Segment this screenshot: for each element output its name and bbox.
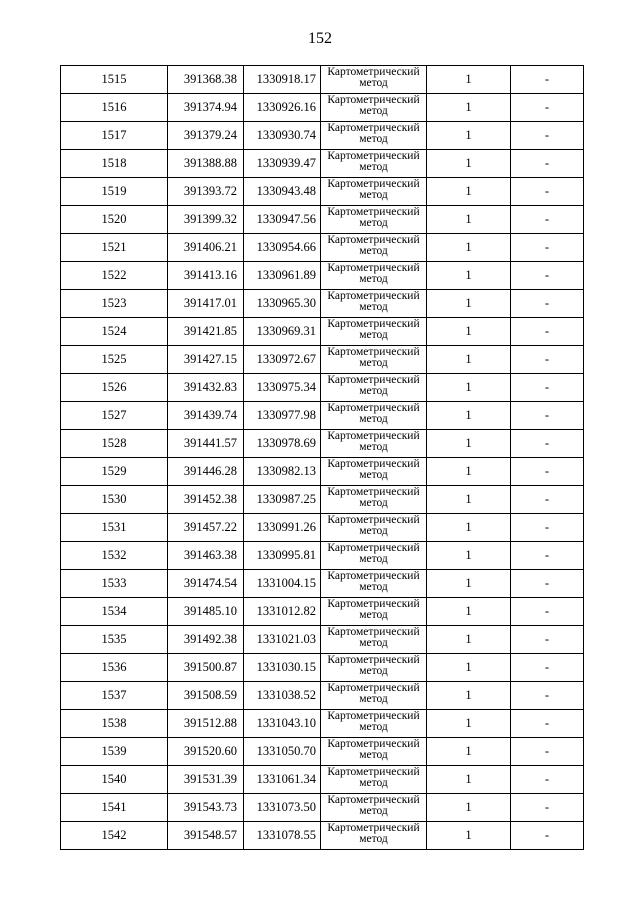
method-cell: Картометрический метод	[321, 262, 427, 290]
x-coordinate-cell: 391427.15	[168, 346, 244, 374]
table-row	[61, 178, 584, 206]
precision-cell: 1	[427, 598, 511, 626]
page-number: 152	[308, 30, 332, 47]
point-number-cell: 1517	[61, 122, 168, 150]
point-number-cell: 1537	[61, 682, 168, 710]
note-cell: -	[511, 206, 584, 234]
table-row	[61, 150, 584, 178]
y-coordinate-cell: 1331043.10	[244, 710, 321, 738]
note-cell: -	[511, 682, 584, 710]
precision-cell: 1	[427, 262, 511, 290]
note-cell: -	[511, 346, 584, 374]
note-cell: -	[511, 486, 584, 514]
x-coordinate-cell: 391548.57	[168, 822, 244, 850]
method-cell: Картометрический метод	[321, 402, 427, 430]
point-number-cell: 1522	[61, 262, 168, 290]
note-cell: -	[511, 654, 584, 682]
y-coordinate-cell: 1330918.17	[244, 66, 321, 94]
note-cell: -	[511, 822, 584, 850]
y-coordinate-cell: 1330991.26	[244, 514, 321, 542]
note-cell: -	[511, 66, 584, 94]
method-cell: Картометрический метод	[321, 738, 427, 766]
method-cell: Картометрический метод	[321, 570, 427, 598]
y-coordinate-cell: 1330995.81	[244, 542, 321, 570]
x-coordinate-cell: 391500.87	[168, 654, 244, 682]
note-cell: -	[511, 738, 584, 766]
note-cell: -	[511, 458, 584, 486]
table-row	[61, 514, 584, 542]
x-coordinate-cell: 391413.16	[168, 262, 244, 290]
precision-cell: 1	[427, 122, 511, 150]
point-number-cell: 1540	[61, 766, 168, 794]
table-row	[61, 598, 584, 626]
table-row	[61, 66, 584, 94]
point-number-cell: 1536	[61, 654, 168, 682]
x-coordinate-cell: 391417.01	[168, 290, 244, 318]
y-coordinate-cell: 1330939.47	[244, 150, 321, 178]
x-coordinate-cell: 391474.54	[168, 570, 244, 598]
table-row	[61, 346, 584, 374]
x-coordinate-cell: 391406.21	[168, 234, 244, 262]
x-coordinate-cell: 391388.88	[168, 150, 244, 178]
point-number-cell: 1523	[61, 290, 168, 318]
x-coordinate-cell: 391439.74	[168, 402, 244, 430]
precision-cell: 1	[427, 318, 511, 346]
table-row	[61, 206, 584, 234]
y-coordinate-cell: 1330975.34	[244, 374, 321, 402]
note-cell: -	[511, 94, 584, 122]
method-cell: Картометрический метод	[321, 66, 427, 94]
y-coordinate-cell: 1331061.34	[244, 766, 321, 794]
precision-cell: 1	[427, 570, 511, 598]
x-coordinate-cell: 391485.10	[168, 598, 244, 626]
table-row	[61, 374, 584, 402]
point-number-cell: 1533	[61, 570, 168, 598]
note-cell: -	[511, 766, 584, 794]
note-cell: -	[511, 570, 584, 598]
point-number-cell: 1516	[61, 94, 168, 122]
table-row	[61, 122, 584, 150]
method-cell: Картометрический метод	[321, 682, 427, 710]
method-cell: Картометрический метод	[321, 514, 427, 542]
y-coordinate-cell: 1331078.55	[244, 822, 321, 850]
precision-cell: 1	[427, 822, 511, 850]
precision-cell: 1	[427, 654, 511, 682]
table-row	[61, 626, 584, 654]
y-coordinate-cell: 1330977.98	[244, 402, 321, 430]
note-cell: -	[511, 262, 584, 290]
note-cell: -	[511, 514, 584, 542]
table-row	[61, 430, 584, 458]
note-cell: -	[511, 122, 584, 150]
method-cell: Картометрический метод	[321, 486, 427, 514]
precision-cell: 1	[427, 430, 511, 458]
y-coordinate-cell: 1331038.52	[244, 682, 321, 710]
table-row	[61, 94, 584, 122]
x-coordinate-cell: 391508.59	[168, 682, 244, 710]
precision-cell: 1	[427, 290, 511, 318]
x-coordinate-cell: 391421.85	[168, 318, 244, 346]
method-cell: Картометрический метод	[321, 346, 427, 374]
x-coordinate-cell: 391393.72	[168, 178, 244, 206]
note-cell: -	[511, 626, 584, 654]
precision-cell: 1	[427, 486, 511, 514]
y-coordinate-cell: 1330965.30	[244, 290, 321, 318]
precision-cell: 1	[427, 94, 511, 122]
precision-cell: 1	[427, 794, 511, 822]
method-cell: Картометрический метод	[321, 822, 427, 850]
note-cell: -	[511, 234, 584, 262]
point-number-cell: 1528	[61, 430, 168, 458]
method-cell: Картометрический метод	[321, 654, 427, 682]
coordinates-table-body	[61, 66, 584, 850]
point-number-cell: 1521	[61, 234, 168, 262]
method-cell: Картометрический метод	[321, 458, 427, 486]
y-coordinate-cell: 1330961.89	[244, 262, 321, 290]
method-cell: Картометрический метод	[321, 206, 427, 234]
y-coordinate-cell: 1331004.15	[244, 570, 321, 598]
method-cell: Картометрический метод	[321, 710, 427, 738]
note-cell: -	[511, 430, 584, 458]
y-coordinate-cell: 1330954.66	[244, 234, 321, 262]
note-cell: -	[511, 290, 584, 318]
y-coordinate-cell: 1331012.82	[244, 598, 321, 626]
method-cell: Картометрический метод	[321, 794, 427, 822]
note-cell: -	[511, 794, 584, 822]
precision-cell: 1	[427, 234, 511, 262]
note-cell: -	[511, 542, 584, 570]
precision-cell: 1	[427, 206, 511, 234]
point-number-cell: 1539	[61, 738, 168, 766]
precision-cell: 1	[427, 402, 511, 430]
precision-cell: 1	[427, 682, 511, 710]
point-number-cell: 1542	[61, 822, 168, 850]
table-row	[61, 822, 584, 850]
precision-cell: 1	[427, 178, 511, 206]
table-row	[61, 542, 584, 570]
method-cell: Картометрический метод	[321, 374, 427, 402]
point-number-cell: 1519	[61, 178, 168, 206]
table-row	[61, 402, 584, 430]
method-cell: Картометрический метод	[321, 94, 427, 122]
method-cell: Картометрический метод	[321, 178, 427, 206]
point-number-cell: 1541	[61, 794, 168, 822]
table-row	[61, 318, 584, 346]
x-coordinate-cell: 391543.73	[168, 794, 244, 822]
y-coordinate-cell: 1330987.25	[244, 486, 321, 514]
y-coordinate-cell: 1330969.31	[244, 318, 321, 346]
method-cell: Картометрический метод	[321, 318, 427, 346]
precision-cell: 1	[427, 458, 511, 486]
table-row	[61, 710, 584, 738]
note-cell: -	[511, 150, 584, 178]
table-row	[61, 682, 584, 710]
x-coordinate-cell: 391441.57	[168, 430, 244, 458]
x-coordinate-cell: 391446.28	[168, 458, 244, 486]
note-cell: -	[511, 710, 584, 738]
point-number-cell: 1534	[61, 598, 168, 626]
x-coordinate-cell: 391452.38	[168, 486, 244, 514]
point-number-cell: 1529	[61, 458, 168, 486]
y-coordinate-cell: 1330978.69	[244, 430, 321, 458]
method-cell: Картометрический метод	[321, 150, 427, 178]
point-number-cell: 1531	[61, 514, 168, 542]
x-coordinate-cell: 391492.38	[168, 626, 244, 654]
table-row	[61, 570, 584, 598]
point-number-cell: 1518	[61, 150, 168, 178]
coordinates-table	[60, 65, 584, 850]
table-row	[61, 234, 584, 262]
x-coordinate-cell: 391379.24	[168, 122, 244, 150]
x-coordinate-cell: 391531.39	[168, 766, 244, 794]
note-cell: -	[511, 598, 584, 626]
point-number-cell: 1527	[61, 402, 168, 430]
precision-cell: 1	[427, 738, 511, 766]
x-coordinate-cell: 391368.38	[168, 66, 244, 94]
point-number-cell: 1526	[61, 374, 168, 402]
x-coordinate-cell: 391520.60	[168, 738, 244, 766]
point-number-cell: 1515	[61, 66, 168, 94]
point-number-cell: 1520	[61, 206, 168, 234]
point-number-cell: 1524	[61, 318, 168, 346]
y-coordinate-cell: 1330972.67	[244, 346, 321, 374]
table-row	[61, 794, 584, 822]
y-coordinate-cell: 1331030.15	[244, 654, 321, 682]
note-cell: -	[511, 402, 584, 430]
note-cell: -	[511, 178, 584, 206]
x-coordinate-cell: 391399.32	[168, 206, 244, 234]
precision-cell: 1	[427, 626, 511, 654]
note-cell: -	[511, 374, 584, 402]
y-coordinate-cell: 1331050.70	[244, 738, 321, 766]
method-cell: Картометрический метод	[321, 766, 427, 794]
precision-cell: 1	[427, 542, 511, 570]
table-row	[61, 486, 584, 514]
y-coordinate-cell: 1331073.50	[244, 794, 321, 822]
y-coordinate-cell: 1331021.03	[244, 626, 321, 654]
note-cell: -	[511, 318, 584, 346]
table-row	[61, 290, 584, 318]
y-coordinate-cell: 1330947.56	[244, 206, 321, 234]
precision-cell: 1	[427, 374, 511, 402]
y-coordinate-cell: 1330926.16	[244, 94, 321, 122]
method-cell: Картометрический метод	[321, 122, 427, 150]
precision-cell: 1	[427, 150, 511, 178]
y-coordinate-cell: 1330943.48	[244, 178, 321, 206]
table-row	[61, 766, 584, 794]
x-coordinate-cell: 391463.38	[168, 542, 244, 570]
y-coordinate-cell: 1330930.74	[244, 122, 321, 150]
x-coordinate-cell: 391457.22	[168, 514, 244, 542]
method-cell: Картометрический метод	[321, 542, 427, 570]
method-cell: Картометрический метод	[321, 430, 427, 458]
method-cell: Картометрический метод	[321, 290, 427, 318]
table-row	[61, 654, 584, 682]
y-coordinate-cell: 1330982.13	[244, 458, 321, 486]
x-coordinate-cell: 391512.88	[168, 710, 244, 738]
point-number-cell: 1525	[61, 346, 168, 374]
point-number-cell: 1530	[61, 486, 168, 514]
point-number-cell: 1535	[61, 626, 168, 654]
table-row	[61, 738, 584, 766]
precision-cell: 1	[427, 346, 511, 374]
table-row	[61, 458, 584, 486]
precision-cell: 1	[427, 710, 511, 738]
method-cell: Картометрический метод	[321, 598, 427, 626]
table-row	[61, 262, 584, 290]
method-cell: Картометрический метод	[321, 234, 427, 262]
point-number-cell: 1538	[61, 710, 168, 738]
precision-cell: 1	[427, 514, 511, 542]
point-number-cell: 1532	[61, 542, 168, 570]
x-coordinate-cell: 391432.83	[168, 374, 244, 402]
method-cell: Картометрический метод	[321, 626, 427, 654]
precision-cell: 1	[427, 766, 511, 794]
precision-cell: 1	[427, 66, 511, 94]
x-coordinate-cell: 391374.94	[168, 94, 244, 122]
